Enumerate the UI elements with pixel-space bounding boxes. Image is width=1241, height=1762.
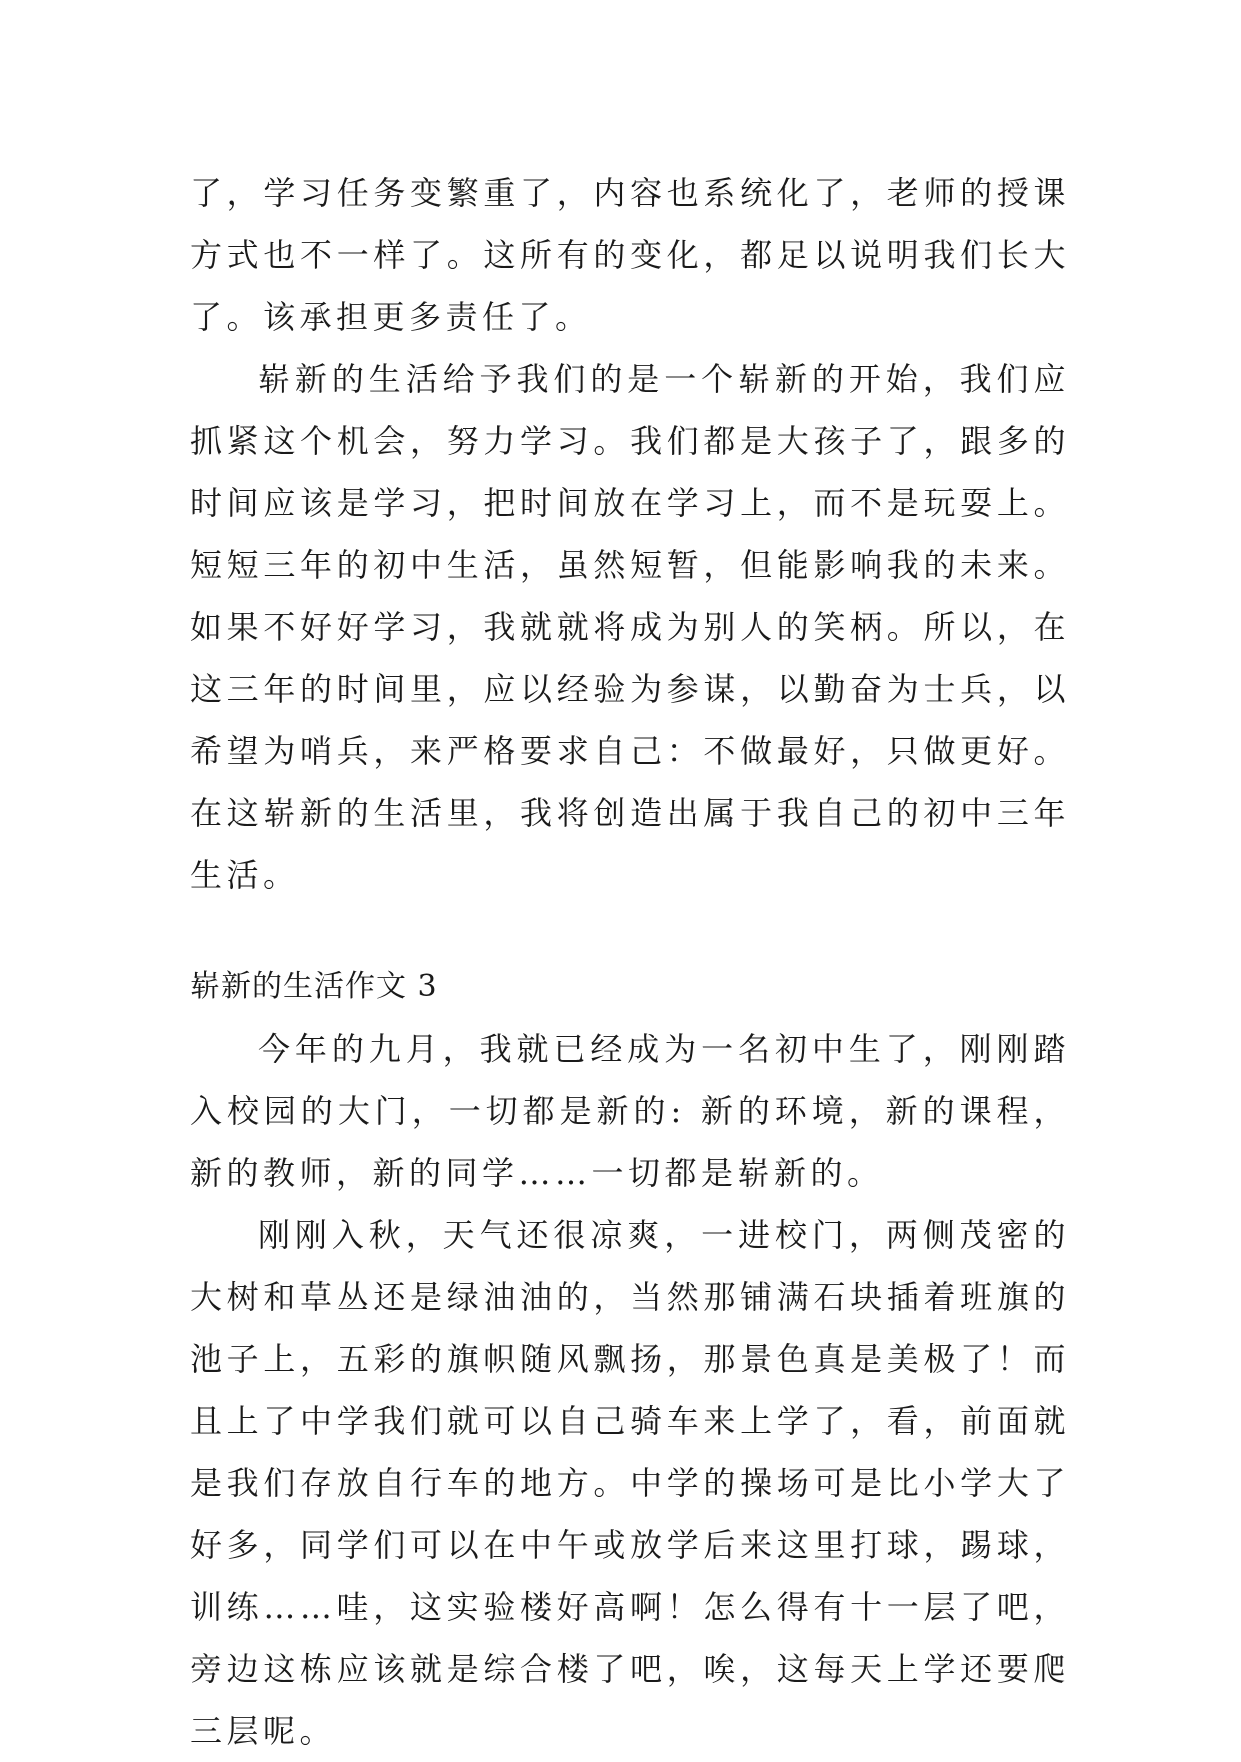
paragraph-new-life: 崭新的生活给予我们的是一个崭新的开始，我们应抓紧这个机会，努力学习。我们都是大孩子了，跟多的时间应该是学习，把时间放在学习上，而不是玩耍上。短短三年的初中生活，虽然短暂，但能影响我的未来。如果不好好学习，我就就将成为别人的笑柄。所以，在这三年的时间里，应以经验为参谋，以勤奋为士兵，以希望为哨兵，来严格要求自己：不做最好，只做更好。在这崭新的生活里，我将创造出属于我自己的初中三年生活。 [190, 360, 1070, 894]
document-body [190, 162, 1070, 1762]
paragraph-continuation: 了，学习任务变繁重了，内容也系统化了，老师的授课方式也不一样了。这所有的变化，都足以说明我们长大了。该承担更多责任了。 [190, 174, 1070, 336]
paragraph-autumn: 刚刚入秋，天气还很凉爽，一进校门，两侧茂密的大树和草丛还是绿油油的，当然那铺满石块插着班旗的池子上，五彩的旗帜随风飘扬，那景色真是美极了！而且上了中学我们就可以自己骑车来上学了，看，前面就是我们存放自行车的地方。中学的操场可是比小学大了好多，同学们可以在中午或放学后来这里打球，踢球，训练……哇，这实验楼好高啊！怎么得有十一层了吧，旁边这栋应该就是综合楼了吧，唉，这每天上学还要爬三层呢。 [190, 1216, 1070, 1750]
paragraph-september: 今年的九月，我就已经成为一名初中生了，刚刚踏入校园的大门，一切都是新的: 新的环境，新的课程，新的教师，新的同学……一切都是崭新的。 [190, 1030, 1070, 1192]
section-title: 崭新的生活作文 3 [190, 969, 438, 1004]
